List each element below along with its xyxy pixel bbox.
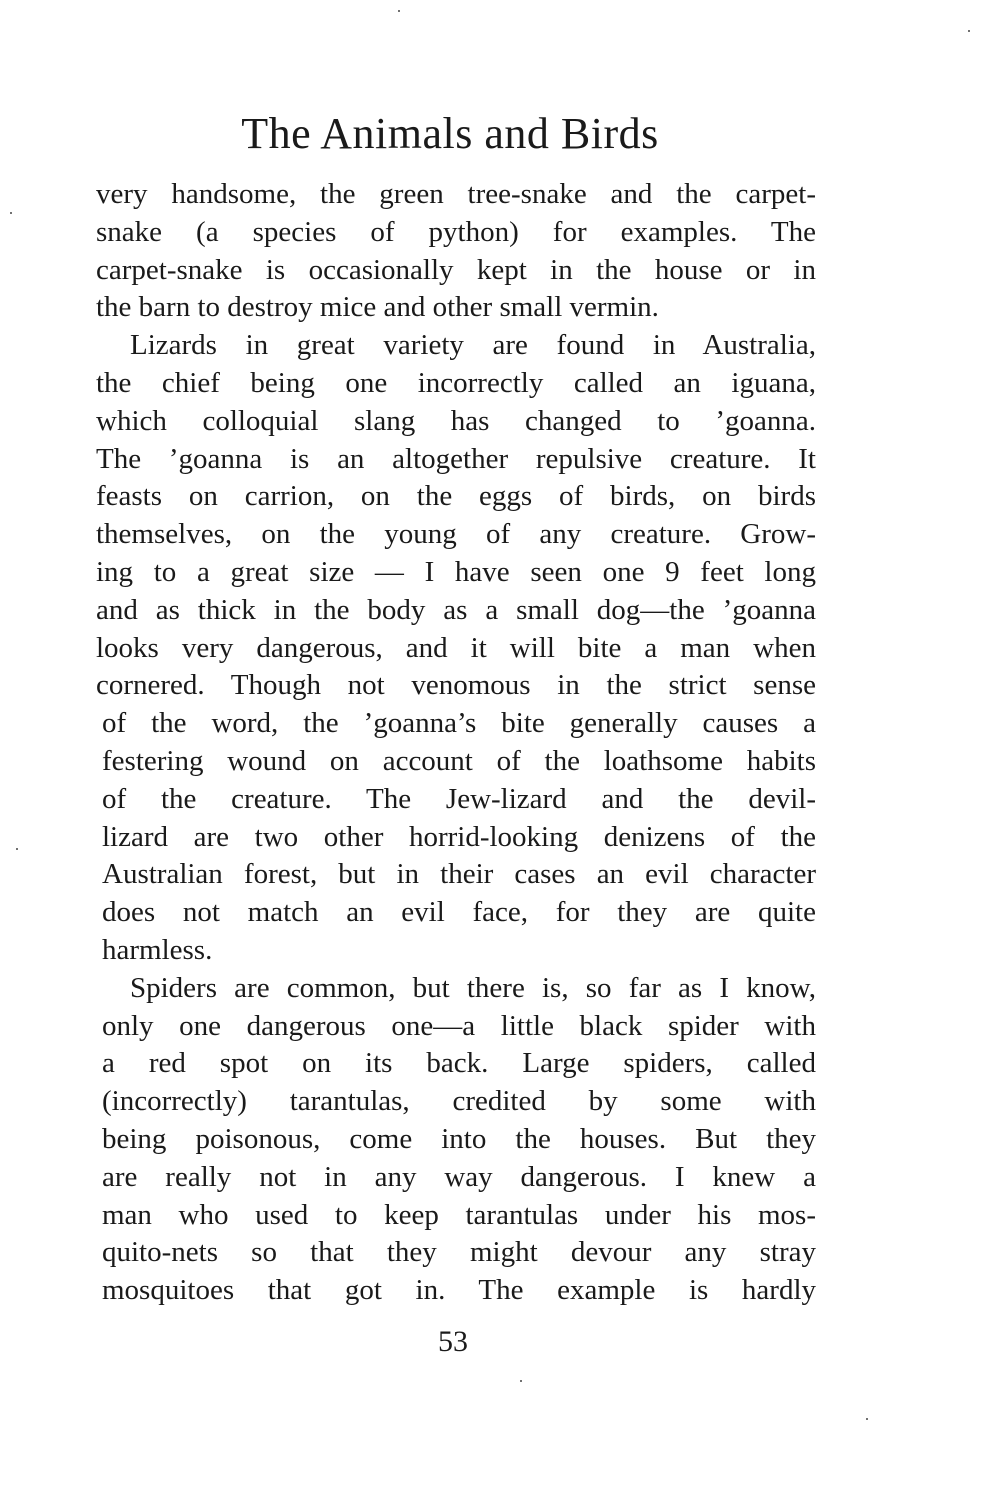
text-line: a red spot on its back. Large spiders, called: [102, 1047, 816, 1080]
scan-speck: [968, 30, 970, 32]
text-line: does not match an evil face, for they are quite: [102, 896, 816, 929]
text-line: (incorrectly) tarantulas, credited by some with: [102, 1085, 816, 1118]
text-line: the chief being one incorrectly called an iguana,: [96, 366, 816, 399]
text-line: Australian forest, but in their cases an evil character: [102, 858, 816, 891]
text-line: festering wound on account of the loathsome habits: [102, 744, 816, 777]
text-line: only one dangerous one—a little black spider with: [102, 1009, 816, 1042]
text-line: man who used to keep tarantulas under his mos-: [102, 1198, 816, 1231]
text-line: Lizards in great variety are found in Australia,: [130, 329, 816, 362]
text-line: the barn to destroy mice and other small vermin.: [96, 291, 659, 324]
text-line: are really not in any way dangerous. I knew a: [102, 1160, 816, 1193]
text-line: lizard are two other horrid-looking denizens of the: [102, 820, 816, 853]
text-line: feasts on carrion, on the eggs of birds, on birds: [96, 480, 816, 513]
scan-speck: [16, 848, 18, 850]
scan-speck: [866, 1418, 868, 1420]
text-line: snake (a species of python) for examples. The: [96, 215, 816, 248]
text-line: themselves, on the young of any creature. Grow-: [96, 518, 816, 551]
text-line: which colloquial slang has changed to ’goanna.: [96, 404, 816, 437]
text-line: very handsome, the green tree-snake and the carpet-: [96, 178, 816, 210]
text-line: cornered. Though not venomous in the strict sense: [96, 669, 816, 702]
text-line: ing to a great size — I have seen one 9 feet long: [96, 555, 816, 588]
running-head: The Animals and Birds: [241, 109, 659, 158]
scan-speck: [398, 10, 400, 12]
text-line: of the word, the ’goanna’s bite generally causes a: [102, 707, 816, 740]
text-line: looks very dangerous, and it will bite a man when: [96, 631, 816, 664]
text-line: of the creature. The Jew-lizard and the devil-: [102, 782, 816, 815]
page-number: 53: [438, 1325, 468, 1358]
text-line: carpet-snake is occasionally kept in the house or in: [96, 253, 816, 286]
text-line: The ’goanna is an altogether repulsive creature. It: [96, 442, 816, 475]
scan-speck: [520, 1380, 522, 1382]
text-line: mosquitoes that got in. The example is hardly: [102, 1274, 816, 1307]
text-line: harmless.: [102, 933, 213, 966]
text-line: being poisonous, come into the houses. But they: [102, 1122, 816, 1155]
text-line: quito-nets so that they might devour any stray: [102, 1236, 816, 1269]
scan-speck: [10, 212, 12, 214]
text-line: and as thick in the body as a small dog—the ’goanna: [96, 593, 816, 626]
body-text: [96, 176, 816, 1310]
text-line: Spiders are common, but there is, so far as I know,: [130, 971, 816, 1004]
